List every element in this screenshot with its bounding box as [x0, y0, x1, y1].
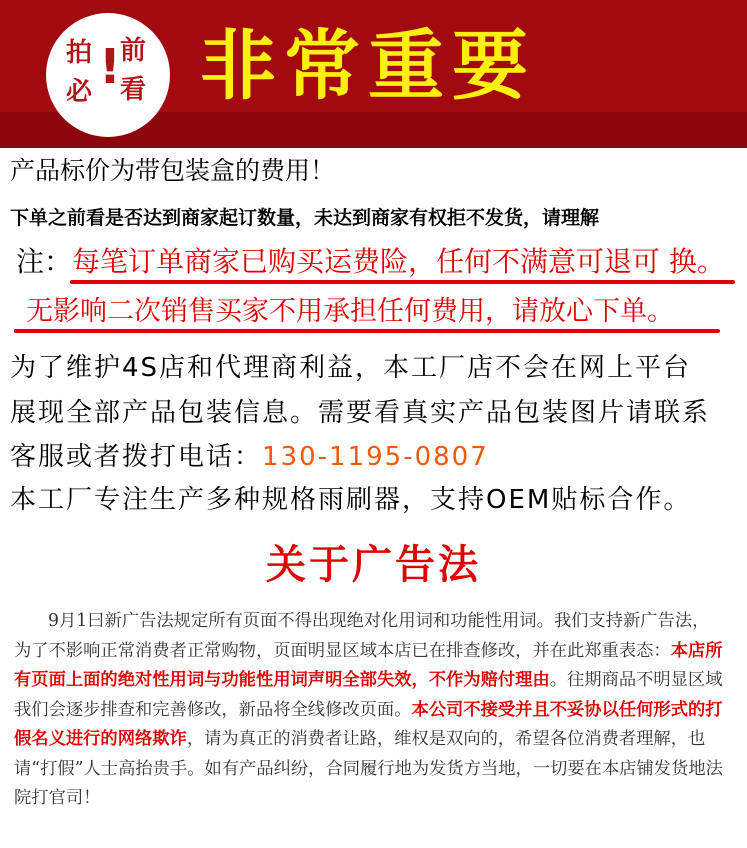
ad-law-highlight-2: 本公司不接受并且不妥协以任何形式的打假名义进行的网络欺诈: [14, 699, 723, 749]
info-line-4: 本工厂专注生产多种规格雨刷器，支持OEM贴标合作。: [10, 485, 692, 515]
ad-law-text-1: 9月1曰新广告法规定所有页面不得出现绝对化用词和功能性用词。我们支持新广告法，为了不影响正常消费者正常购物，页面明显区域本店已在排查修改，并在此郑重表态：: [14, 611, 710, 661]
ad-law-paragraph: [14, 607, 724, 814]
exclamation-icon: !: [99, 39, 121, 95]
info-line-2: 展现全部产品包装信息。需要看真实产品包装图片请联系: [10, 398, 711, 428]
red-underline: [14, 329, 720, 333]
notice-insurance-text: 每笔订单商家已购买运费险，任何不满意可退可 换。: [72, 245, 725, 278]
phone-number: 130-1195-0807: [262, 442, 489, 472]
badge-char-4: 看: [120, 75, 147, 105]
info-line-3: [10, 444, 489, 470]
ad-law-highlight-1: 本店所有页面上面的绝对性用词与功能性用词声明全部失效，不作为赔付理由: [14, 640, 723, 690]
notice-line-price: 产品标价为带包装盒的费用！: [10, 156, 336, 185]
notice-line-insurance: [16, 245, 725, 278]
badge-char-3: 前: [120, 36, 147, 66]
ad-law-body: [14, 607, 724, 814]
notice-no-cost-text: 无影响二次销售买家不用承担任何费用，请放心下单。: [26, 296, 674, 327]
ad-law-text-3: ，请为真正的消费者让路，维权是双向的，希望各位消费者理解，也请“打假”人士高抬贵手。如有产品纠纷，合同履行地为发货方当地，一切要在本店铺发货地法院打官司！: [14, 729, 723, 808]
notice-line-no-cost: [26, 298, 674, 325]
notice-prefix: 注：: [16, 245, 73, 278]
ad-law-text-2: 。往期商品不明显区域我们会逐步排查和完善修改，新品将全线修改页面。: [14, 670, 723, 720]
header-banner: [0, 0, 747, 148]
notice-line-min-order: 下单之前看是否达到商家起订数量，未达到商家有权拒不发货，请理解: [10, 207, 600, 229]
notice-badge: [46, 13, 170, 137]
info-contact-prefix: 客服或者拨打电话：: [10, 442, 263, 472]
badge-char-2: 必: [66, 77, 93, 107]
banner-title: 非常重要: [200, 21, 536, 110]
red-underline: [70, 280, 735, 284]
info-line-1: 为了维护4S店和代理商利益，本工厂店不会在网上平台: [10, 353, 692, 383]
ad-law-title: 关于广告法: [266, 542, 481, 588]
badge-char-1: 拍: [66, 38, 93, 68]
